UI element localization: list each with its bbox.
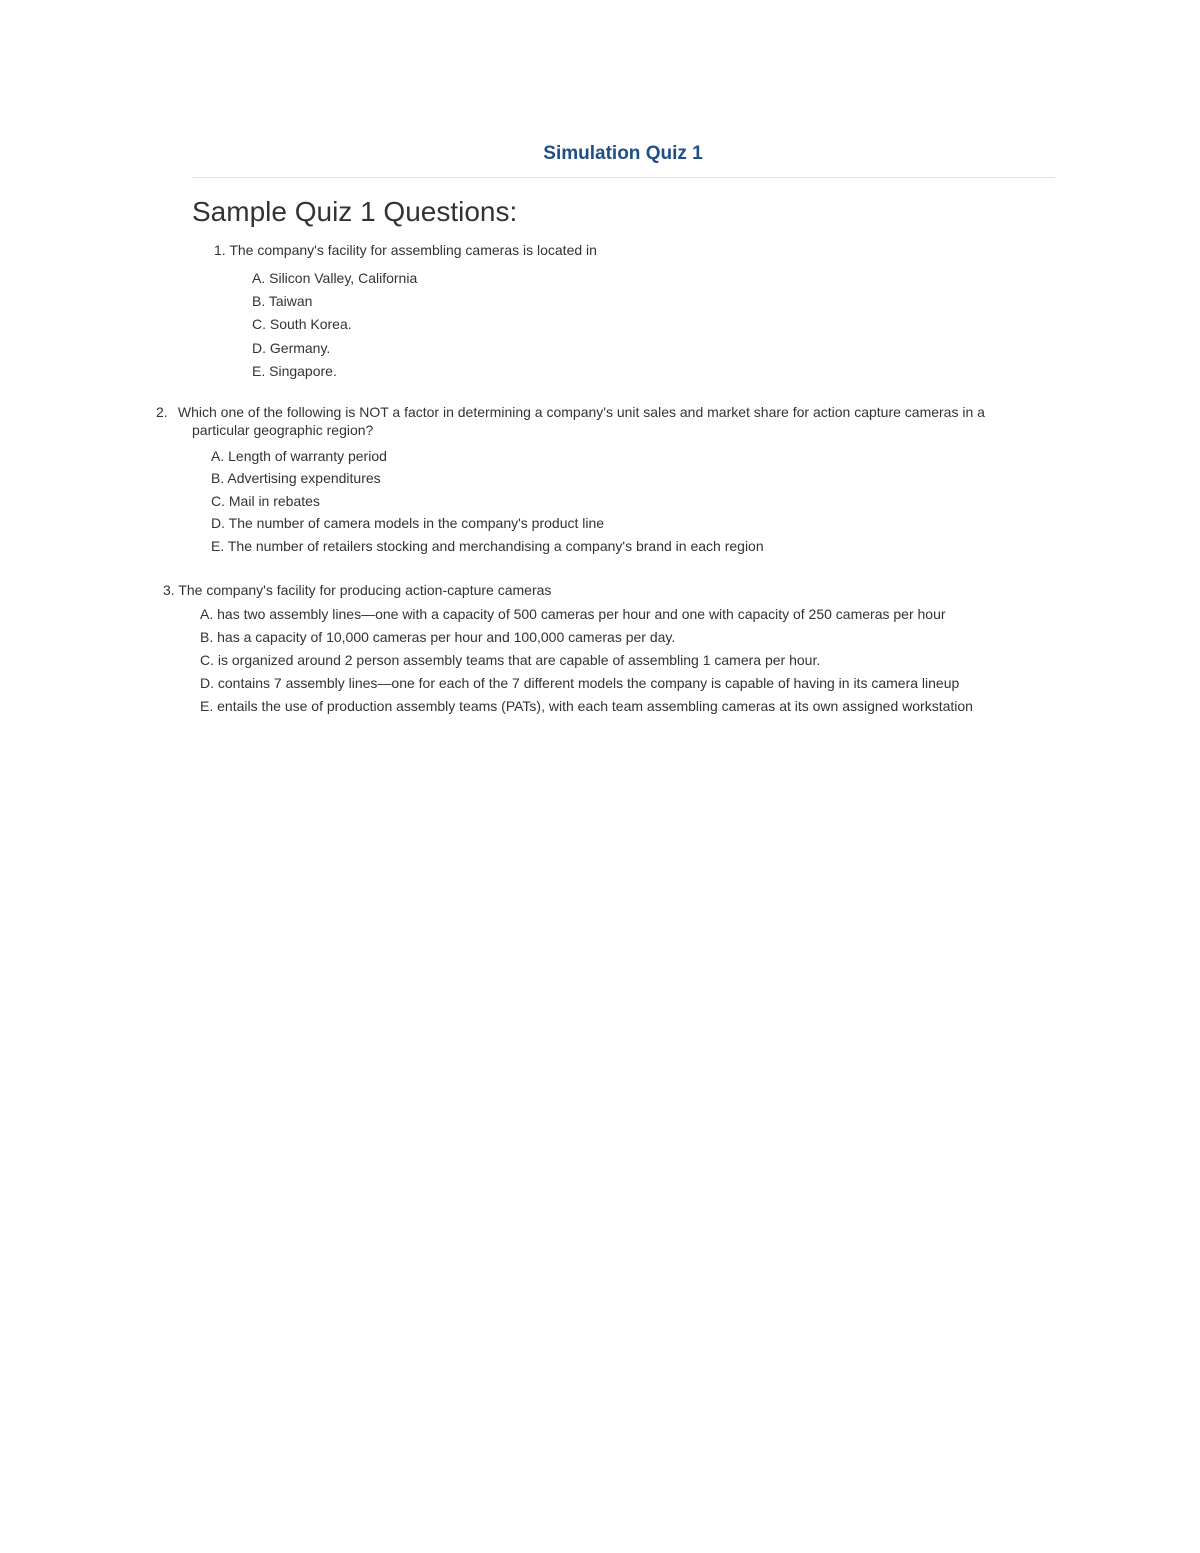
option-text: contains 7 assembly lines—one for each of the 7 different models the company is capable of having in its camera lineup <box>217 675 960 691</box>
option-letter: E. <box>200 698 214 714</box>
answer-option-d <box>211 512 994 534</box>
option-letter: D. <box>200 675 214 691</box>
option-text: Mail in rebates <box>228 492 320 509</box>
option-text: The number of camera models in the company's product line <box>228 515 605 532</box>
question-3 <box>163 581 1003 720</box>
answer-option-a <box>252 267 1014 290</box>
question-stem: 2. Which one of the following is NOT a factor in determining a company's unit sales and market share for action capture cameras in a particular geographic region? <box>156 404 985 438</box>
option-letter: D. <box>252 339 266 356</box>
answer-options <box>211 445 994 557</box>
question-2 <box>156 403 994 557</box>
question-text: The company's facility for producing action-capture cameras <box>178 582 552 598</box>
question-1 <box>214 241 1014 383</box>
answer-option-b <box>211 467 994 489</box>
option-letter: A. <box>252 270 266 286</box>
option-text: South Korea. <box>269 316 352 333</box>
option-text: Silicon Valley, California <box>269 270 418 286</box>
option-letter: A. <box>211 448 225 464</box>
option-letter: B. <box>200 629 214 645</box>
answer-option-b <box>200 628 999 646</box>
option-text: The number of retailers stocking and merchandising a company's brand in each region <box>227 537 764 554</box>
option-letter: E. <box>252 362 266 379</box>
option-letter: C. <box>200 652 214 668</box>
answer-option-a <box>211 445 994 467</box>
option-text: Advertising expenditures <box>227 470 381 487</box>
question-stem <box>214 241 1014 259</box>
answer-option-e <box>252 360 1014 383</box>
answer-options <box>200 605 1003 715</box>
question-text: Which one of the following is NOT a factor in determining a company's unit sales and market share for action capture cameras in a particular geographic region? <box>177 404 985 438</box>
question-number: 3. <box>163 582 175 598</box>
header-divider <box>192 177 1055 178</box>
option-letter: D. <box>211 515 225 532</box>
option-letter: A. <box>200 606 214 622</box>
question-stem <box>163 581 1003 599</box>
answer-option-e <box>211 535 994 557</box>
question-text: The company's facility for assembling cameras is located in <box>229 242 597 258</box>
answer-option-c <box>252 313 1014 336</box>
answer-option-e <box>200 697 999 715</box>
option-letter: B. <box>211 470 225 487</box>
answer-option-a <box>200 605 999 623</box>
answer-option-d <box>200 674 999 692</box>
answer-option-d <box>252 337 1014 360</box>
option-text: Taiwan <box>268 293 313 310</box>
answer-option-b <box>252 290 1014 313</box>
option-text: Germany. <box>269 339 331 356</box>
option-text: entails the use of production assembly teams (PATs), with each team assembling cameras at its own assigned workstation <box>217 698 973 714</box>
option-text: has a capacity of 10,000 cameras per hour and 100,000 cameras per day. <box>217 629 676 645</box>
answer-option-c <box>211 490 994 512</box>
answer-option-c <box>200 651 999 669</box>
page-header-title: Simulation Quiz 1 <box>543 143 703 164</box>
option-text: Length of warranty period <box>228 448 387 464</box>
option-text: has two assembly lines—one with a capacity of 500 cameras per hour and one with capacity of 250 cameras per hour <box>217 606 946 622</box>
option-letter: B. <box>252 293 266 310</box>
option-text: is organized around 2 person assembly teams that are capable of assembling 1 camera per hour. <box>217 652 821 668</box>
option-letter: C. <box>211 492 225 509</box>
option-letter: E. <box>211 537 225 554</box>
answer-options <box>252 267 1014 383</box>
page-title: Sample Quiz 1 Questions: <box>192 196 518 227</box>
question-number: 1. <box>214 242 226 258</box>
option-letter: C. <box>252 316 266 333</box>
option-text: Singapore. <box>269 362 337 379</box>
